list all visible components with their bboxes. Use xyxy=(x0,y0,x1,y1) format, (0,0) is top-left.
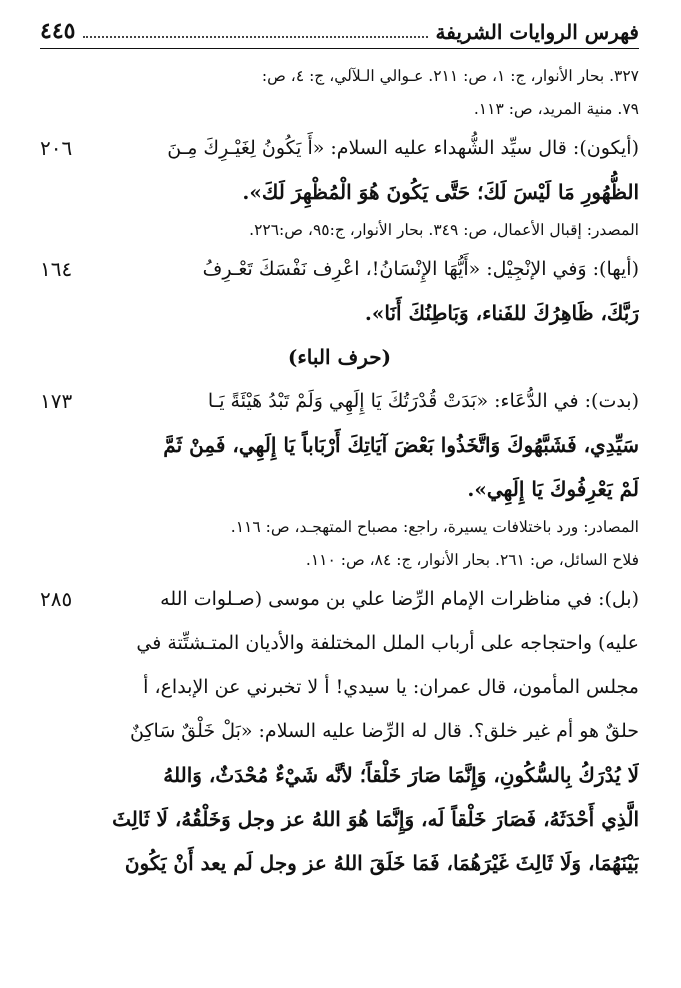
text-line: الظُّهُورِ مَا لَيْسَ لَكَ؛ حَتَّى يَكُونَ هُوَ الْمُظْهِرَ لَكَ». xyxy=(242,180,639,204)
index-entry-aykun xyxy=(40,126,639,247)
section-title: (حرف الباء) xyxy=(287,345,392,369)
text-line: سَيِّدِي، فَشَبَّهُوكَ وَاتَّخَذُوا بَعْضَ آيَاتِكَ أَرْبَاباً يَا إِلَهِي، فَمِنْ ثَمَّ xyxy=(163,433,639,457)
page-reference: ٢٨٥ xyxy=(40,587,73,611)
text-line: مجلس المأمون، قال عمران: يا سيدي! أ لا تخبرني عن الإبداع، أ xyxy=(143,676,639,698)
page-reference: ١٧٣ xyxy=(40,389,73,413)
text-line: (بدت): في الدُّعَاء: «بَدَتْ قُدْرَتُكَ يَا إِلَهِي وَلَمْ تَبْدُ هَيْئَةً يَـا xyxy=(207,390,639,412)
text-line: (بل): في مناظرات الإمام الرِّضا علي بن موسى (صـلوات الله xyxy=(160,588,639,610)
page-reference: ١٦٤ xyxy=(40,257,73,281)
text-line: حلقٌ هو أم غير خلق؟. قال له الرِّضا عليه السلام: «بَلْ خَلْقٌ سَاكِنٌ xyxy=(130,720,639,742)
source-line: ٧٩. منية المريد، ص: ١١٣. xyxy=(473,100,639,118)
text-line: (أيها): وَفي الإنْجِيْل: «أَيُّهَا الإِنْسَانُ!، اعْرِف نَفْسَكَ تَعْـرِفُ xyxy=(202,258,639,280)
header-dotted-leader xyxy=(83,36,427,38)
text-line: بَيْنَهُمَا، وَلَا ثَالِثَ غَيْرَهُمَا، فَمَا خَلَقَ اللهُ عز وجل لَم يعد أَنْ يَكُونَ xyxy=(124,851,639,875)
source-line: المصدر: إقبال الأعمال، ص: ٣٤٩. بحار الأنوار، ج:٩٥، ص:٢٢٦. xyxy=(249,221,639,239)
index-entry-badat xyxy=(40,379,639,577)
source-line: المصادر: ورد باختلافات يسيرة، راجع: مصباح المتهجـد، ص: ١١٦. xyxy=(230,518,639,536)
source-line: ٣٢٧. بحار الأنوار، ج: ١، ص: ٢١١. عـوالي الـلآلي، ج: ٤، ص: xyxy=(261,67,639,85)
text-line: رَبَّكَ، ظَاهِرُكَ للفَناء، وَبَاطِنُكَ أَنَا». xyxy=(364,301,639,325)
header-title: فهرس الروايات الشريفة xyxy=(435,20,639,44)
index-entry-bal xyxy=(40,577,639,885)
text-line: لَمْ يَعْرِفُوكَ يَا إِلَهِي». xyxy=(467,477,639,501)
page-header xyxy=(40,14,639,49)
index-entry-top xyxy=(40,60,639,126)
page-number: ٤٤٥ xyxy=(40,18,76,44)
source-line: فلاح السائل، ص: ٢٦١. بحار الأنوار، ج: ٨٤، ص: ١١٠. xyxy=(305,551,639,569)
page xyxy=(40,0,639,988)
page-reference: ٢٠٦ xyxy=(40,136,73,160)
text-line: عليه) واحتجاجه على أرباب الملل المختلفة والأديان المتـشتِّتة في xyxy=(136,632,639,654)
text-line: الَّذِي أَحْدَثَهُ، فَصَارَ خَلْقاً لَه، وَإِنَّمَا هُوَ اللهُ عز وجل وَخَلْقُهُ، لَا ثَالِثَ xyxy=(112,807,639,831)
text-line: (أيكون): قال سيِّد الشُّهداء عليه السلام: «أَ يَكُونُ لِغَيْـرِكَ مِـنَ xyxy=(167,137,639,159)
index-entry-ayyuha xyxy=(40,247,639,335)
index-content xyxy=(40,60,639,885)
text-line: لَا يُدْرَكُ بِالسُّكُونِ، وَإِنَّمَا صَارَ خَلْقاً؛ لأنَّه شَيْءٌ مُحْدَثٌ، وَاللهُ xyxy=(163,763,639,787)
